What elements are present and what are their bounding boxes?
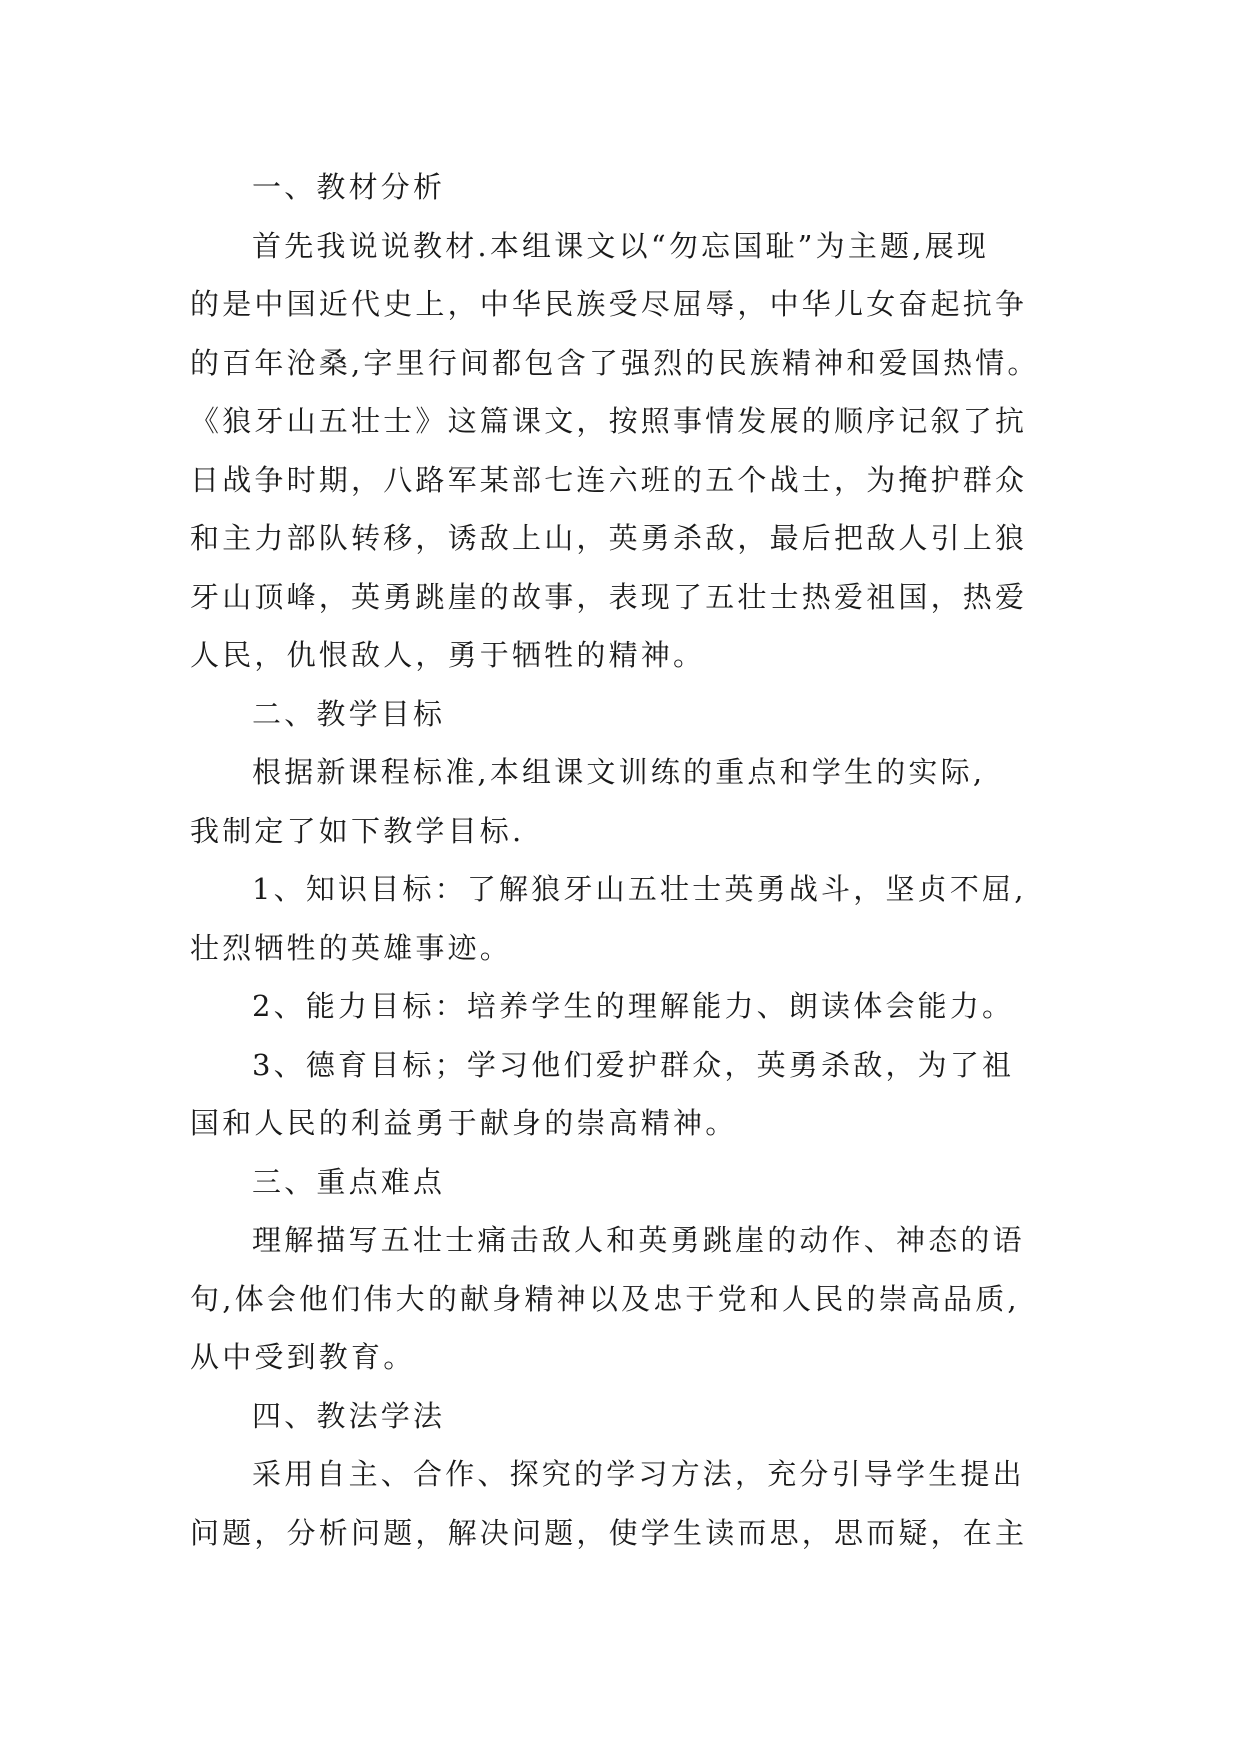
paragraph-line: 《狼牙山五壮士》这篇课文，按照事情发展的顺序记叙了抗 bbox=[190, 404, 1028, 438]
paragraph-line: 我制定了如下教学目标. bbox=[190, 813, 525, 848]
paragraph-line: 人民，仇恨敌人，勇于牺牲的精神。 bbox=[190, 638, 706, 672]
section-heading-key-points: 三、重点难点 bbox=[252, 1164, 446, 1199]
paragraph-line: 国和人民的利益勇于献身的崇高精神。 bbox=[190, 1106, 738, 1140]
list-item-ability-goal: 2、能力目标：培养学生的理解能力、朗读体会能力。 bbox=[252, 989, 1015, 1023]
paragraph-line: 牙山顶峰，英勇跳崖的故事，表现了五壮士热爱祖国，热爱 bbox=[190, 579, 1028, 614]
section-heading-teaching-goals: 二、教学目标 bbox=[252, 696, 446, 731]
paragraph-line: 从中受到教育。 bbox=[190, 1340, 416, 1374]
paragraph-line: 句,体会他们伟大的献身精神以及忠于党和人民的崇高品质, bbox=[190, 1281, 1020, 1316]
list-item-knowledge-goal: 1、知识目标：了解狼牙山五壮士英勇战斗，坚贞不屈, bbox=[252, 872, 1027, 906]
section-heading-teaching-material: 一、教材分析 bbox=[252, 170, 446, 204]
paragraph-line: 和主力部队转移，诱敌上山，英勇杀敌，最后把敌人引上狼 bbox=[190, 521, 1028, 555]
paragraph-line: 采用自主、合作、探究的学习方法，充分引导学生提出 bbox=[252, 1457, 1025, 1491]
paragraph-line: 的百年沧桑,字里行间都包含了强烈的民族精神和爱国热情。 bbox=[190, 345, 1040, 380]
paragraph-line: 日战争时期，八路军某部七连六班的五个战士，为掩护群众 bbox=[190, 462, 1028, 497]
document-body bbox=[190, 158, 1052, 1562]
paragraph-line: 根据新课程标准,本组课文训练的重点和学生的实际, bbox=[252, 755, 986, 789]
paragraph-line: 理解描写五壮士痛击敌人和英勇跳崖的动作、神态的语 bbox=[252, 1223, 1025, 1257]
section-heading-teaching-methods: 四、教法学法 bbox=[252, 1398, 446, 1433]
paragraph-line: 壮烈牺牲的英雄事迹。 bbox=[190, 930, 513, 965]
paragraph-line: 首先我说说教材.本组课文以“勿忘国耻”为主题,展现 bbox=[252, 228, 990, 263]
list-item-moral-goal: 3、德育目标；学习他们爱护群众，英勇杀敌，为了祖 bbox=[252, 1047, 1015, 1082]
paragraph-line: 问题，分析问题，解决问题，使学生读而思，思而疑，在主 bbox=[190, 1515, 1028, 1550]
paragraph-line: 的是中国近代史上，中华民族受尽屈辱，中华儿女奋起抗争 bbox=[190, 287, 1028, 321]
